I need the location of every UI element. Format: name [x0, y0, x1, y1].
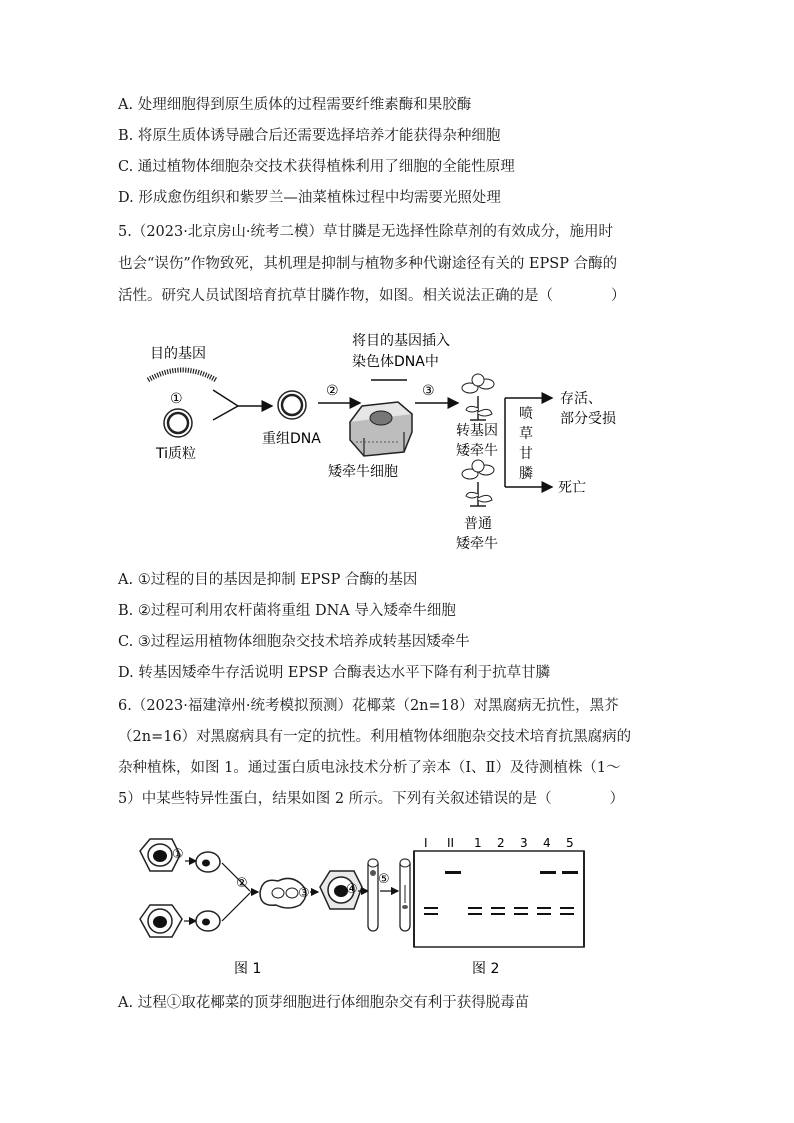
band-II-upper	[445, 871, 461, 874]
band-5-upper	[562, 871, 578, 874]
lane-label-I: I	[424, 836, 428, 850]
normal-petunia-icon	[462, 460, 494, 506]
transgenic-petunia-icon	[462, 374, 494, 420]
spray-char-4: 膦	[519, 466, 533, 482]
normal-label-1: 普通	[464, 516, 492, 532]
q4-option-c: C. 通过植物体细胞杂交技术获得植株利用了细胞的全能性原理	[118, 159, 515, 175]
lane-label-1: 1	[474, 836, 482, 850]
q5-figure	[0, 0, 794, 560]
lane-label-3: 3	[520, 836, 528, 850]
insert-label-1: 将目的基因插入	[352, 333, 450, 349]
q4-option-a: A. 处理细胞得到原生质体的过程需要纤维素酶和果胶酶	[118, 97, 472, 113]
ti-plasmid-label: Ti质粒	[156, 446, 197, 462]
fig1-step-5: ⑤	[378, 872, 390, 887]
fig1-step-1: ①	[172, 847, 184, 862]
petunia-cell-icon	[350, 402, 412, 456]
recombinant-dna-label: 重组DNA	[262, 431, 321, 447]
survive-label-2: 部分受损	[560, 411, 616, 427]
target-gene-arc	[148, 370, 216, 380]
q5-option-a: A. ①过程的目的基因是抑制 EPSP 合酶的基因	[118, 572, 418, 588]
transgenic-label-2: 矮牵牛	[456, 443, 498, 459]
step-3-label: ③	[422, 383, 435, 399]
q5-option-d: D. 转基因矮牵牛存活说明 EPSP 合酶表达水平下降有利于抗草甘膦	[118, 665, 551, 681]
callus-tube-icon	[368, 859, 378, 931]
q5-option-b: B. ②过程可利用农杆菌将重组 DNA 导入矮牵牛细胞	[118, 603, 456, 619]
transgenic-label-1: 转基因	[456, 423, 498, 439]
q4-option-b: B. 将原生质体诱导融合后还需要选择培养才能获得杂种细胞	[118, 128, 501, 144]
lane-label-II: II	[447, 836, 455, 850]
survive-label-1: 存活、	[560, 391, 602, 407]
petunia-cell-label: 矮牵牛细胞	[328, 464, 398, 480]
normal-label-2: 矮牵牛	[456, 536, 498, 552]
q6-stem-line-4: 5）中某些特异性蛋白，结果如图 2 所示。下列有关叙述错误的是（ ）	[118, 791, 625, 807]
fig1-step-3: ③	[298, 886, 310, 901]
spray-char-1: 喷	[519, 406, 533, 422]
q6-stem-line-2: （2n=16）对黑腐病具有一定的抗性。利用植物体细胞杂交技术培育抗黑腐病的	[118, 729, 632, 745]
insert-label-2: 染色体DNA中	[352, 354, 439, 370]
fig2-caption: 图 2	[472, 961, 500, 977]
black-mustard-cell-icon	[140, 905, 182, 937]
q5-stem-line-1: 5.（2023·北京房山·统考二模）草甘膦是无选择性除草剂的有效成分，施用时	[118, 224, 613, 240]
step-2-label: ②	[326, 383, 339, 399]
q5-stem-line-3: 活性。研究人员试图培育抗草甘膦作物，如图。相关说法正确的是（ ）	[118, 288, 626, 304]
q4-option-d: D. 形成愈伤组织和紫罗兰—油菜植株过程中均需要光照处理	[118, 190, 501, 206]
fig1-step-4: ④	[346, 882, 358, 897]
lane-label-2: 2	[497, 836, 505, 850]
q5-option-c: C. ③过程运用植物体细胞杂交技术培养成转基因矮牵牛	[118, 634, 470, 650]
lane-label-4: 4	[543, 836, 551, 850]
fig1-step-2: ②	[236, 876, 248, 891]
spray-char-2: 草	[519, 426, 533, 442]
q5-stem-line-2: 也会“误伤”作物致死，其机理是抑制与植物多种代谢途径有关的 EPSP 合酶的	[118, 256, 618, 272]
death-label: 死亡	[558, 480, 586, 496]
q6-figures	[0, 825, 794, 985]
q6-stem-line-3: 杂种植株，如图 1。通过蛋白质电泳技术分析了亲本（Ⅰ、Ⅱ）及待测植株（1～	[118, 760, 621, 776]
fig1-caption: 图 1	[234, 961, 262, 977]
q6-option-a: A. 过程①取花椰菜的顶芽细胞进行体细胞杂交有利于获得脱毒苗	[118, 995, 530, 1011]
lane-label-5: 5	[566, 836, 574, 850]
spray-char-3: 甘	[519, 446, 533, 462]
seedling-tube-icon	[400, 859, 410, 931]
band-4-upper	[540, 871, 556, 874]
target-gene-label: 目的基因	[150, 346, 206, 362]
step-1-label: ①	[170, 391, 183, 407]
q6-stem-line-1: 6.（2023·福建漳州·统考模拟预测）花椰菜（2n=18）对黑腐病无抗性，黑芥	[118, 698, 619, 714]
electrophoresis-gel	[414, 851, 584, 947]
